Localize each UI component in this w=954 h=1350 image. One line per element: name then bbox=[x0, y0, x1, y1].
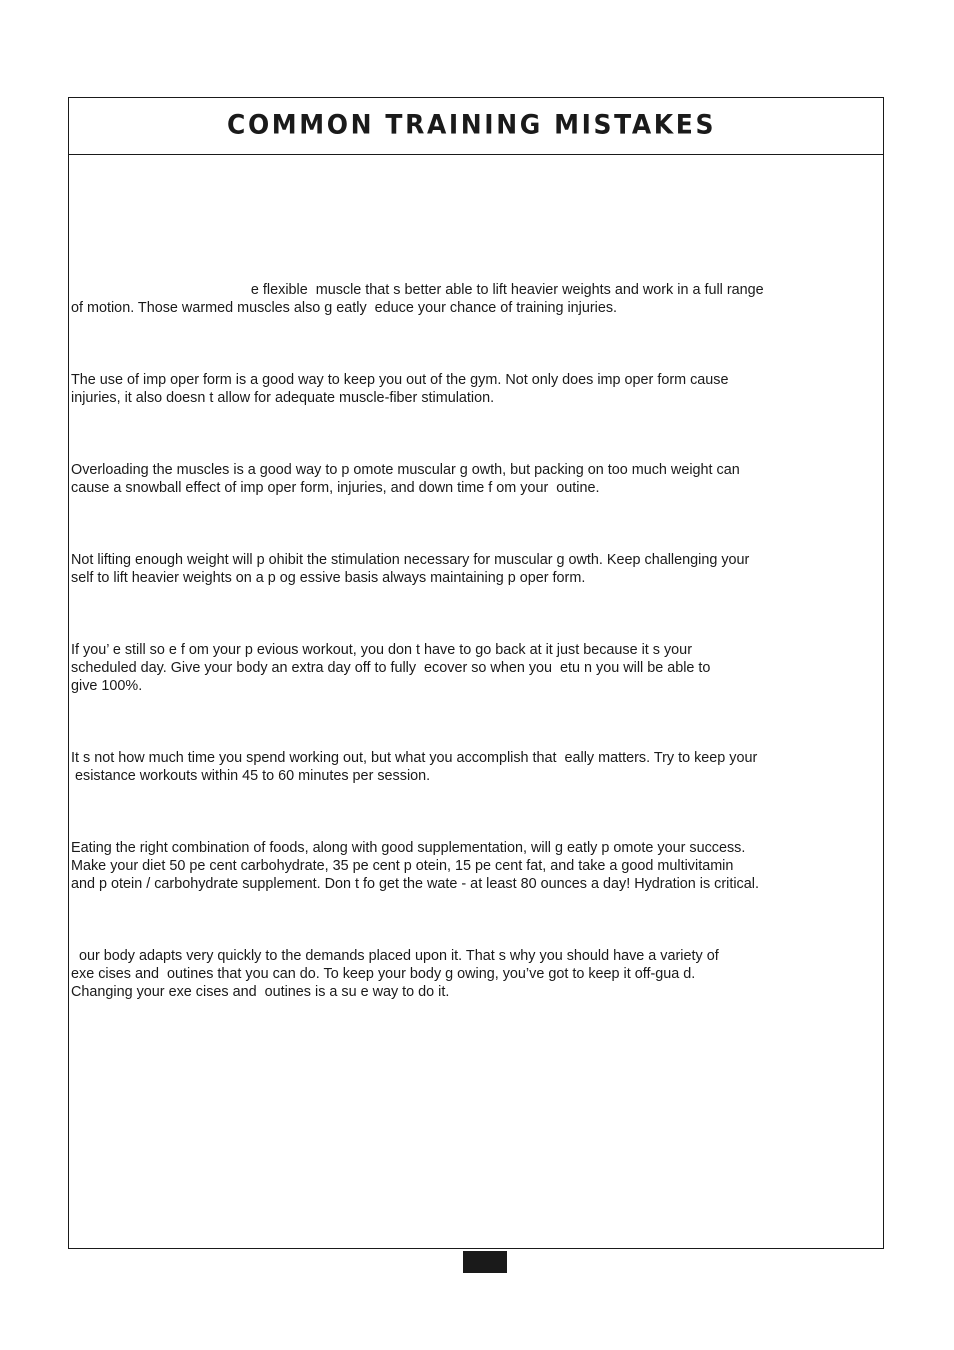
paragraph-variety bbox=[71, 947, 811, 1001]
paragraph-line: Make your diet 50 pe cent carbohydrate, 35 pe cent p otein, 15 pe cent fat, and take a good multivitamin bbox=[71, 858, 734, 874]
paragraph-improper-form bbox=[71, 371, 811, 407]
paragraph-workout-length bbox=[71, 749, 811, 785]
paragraph-line: Eating the right combination of foods, along with good supplementation, will g eatly p omote your success. bbox=[71, 840, 746, 856]
paragraph-line: The use of imp oper form is a good way to keep you out of the gym. Not only does imp oper form cause bbox=[71, 372, 729, 388]
paragraph-line: injuries, it also doesn t allow for adequate muscle-fiber stimulation. bbox=[71, 390, 495, 406]
paragraph-line: It s not how much time you spend working out, but what you accomplish that eally matters. Try to keep your bbox=[71, 750, 758, 766]
paragraph-line: esistance workouts within 45 to 60 minutes per session. bbox=[71, 768, 431, 784]
paragraph-warm-up bbox=[71, 281, 811, 317]
paragraph-line: our body adapts very quickly to the demands placed upon it. That s why you should have a variety of bbox=[71, 948, 719, 964]
paragraph-line: and p otein / carbohydrate supplement. Don t fo get the wate - at least 80 ounces a day! Hydration is critical. bbox=[71, 876, 759, 892]
paragraph-nutrition bbox=[71, 839, 811, 893]
paragraph-line: cause a snowball effect of imp oper form, injuries, and down time f om your outine. bbox=[71, 480, 600, 496]
paragraph-line: Not lifting enough weight will p ohibit the stimulation necessary for muscular g owth. Keep challenging your bbox=[71, 552, 750, 568]
paragraph-line: of motion. Those warmed muscles also g eatly educe your chance of training injuries. bbox=[71, 300, 618, 316]
page-header bbox=[69, 98, 883, 155]
paragraph-rest-day bbox=[71, 641, 811, 695]
paragraph-line: Changing your exe cises and outines is a su e way to do it. bbox=[71, 984, 450, 1000]
paragraph-line: scheduled day. Give your body an extra day off to fully ecover so when you etu n you will be able to bbox=[71, 660, 711, 676]
paragraph-line: give 100%. bbox=[71, 678, 143, 694]
paragraph-line: Overloading the muscles is a good way to p omote muscular g owth, but packing on too much weight can bbox=[71, 462, 740, 478]
page-title: COMMON TRAINING MISTAKES bbox=[227, 109, 717, 140]
paragraph-line: e flexible muscle that s better able to lift heavier weights and work in a full range bbox=[71, 282, 764, 298]
paragraph-line: self to lift heavier weights on a p og essive basis always maintaining p oper form. bbox=[71, 570, 586, 586]
paragraph-line: If you’ e still so e f om your p evious workout, you don t have to go back at it just because it s your bbox=[71, 642, 692, 658]
paragraph-too-much-weight bbox=[71, 461, 811, 497]
page-number-tab bbox=[463, 1251, 507, 1273]
paragraph-too-little-weight bbox=[71, 551, 811, 587]
paragraph-line: exe cises and outines that you can do. To keep your body g owing, you’ve got to keep it off-gua d. bbox=[71, 966, 696, 982]
